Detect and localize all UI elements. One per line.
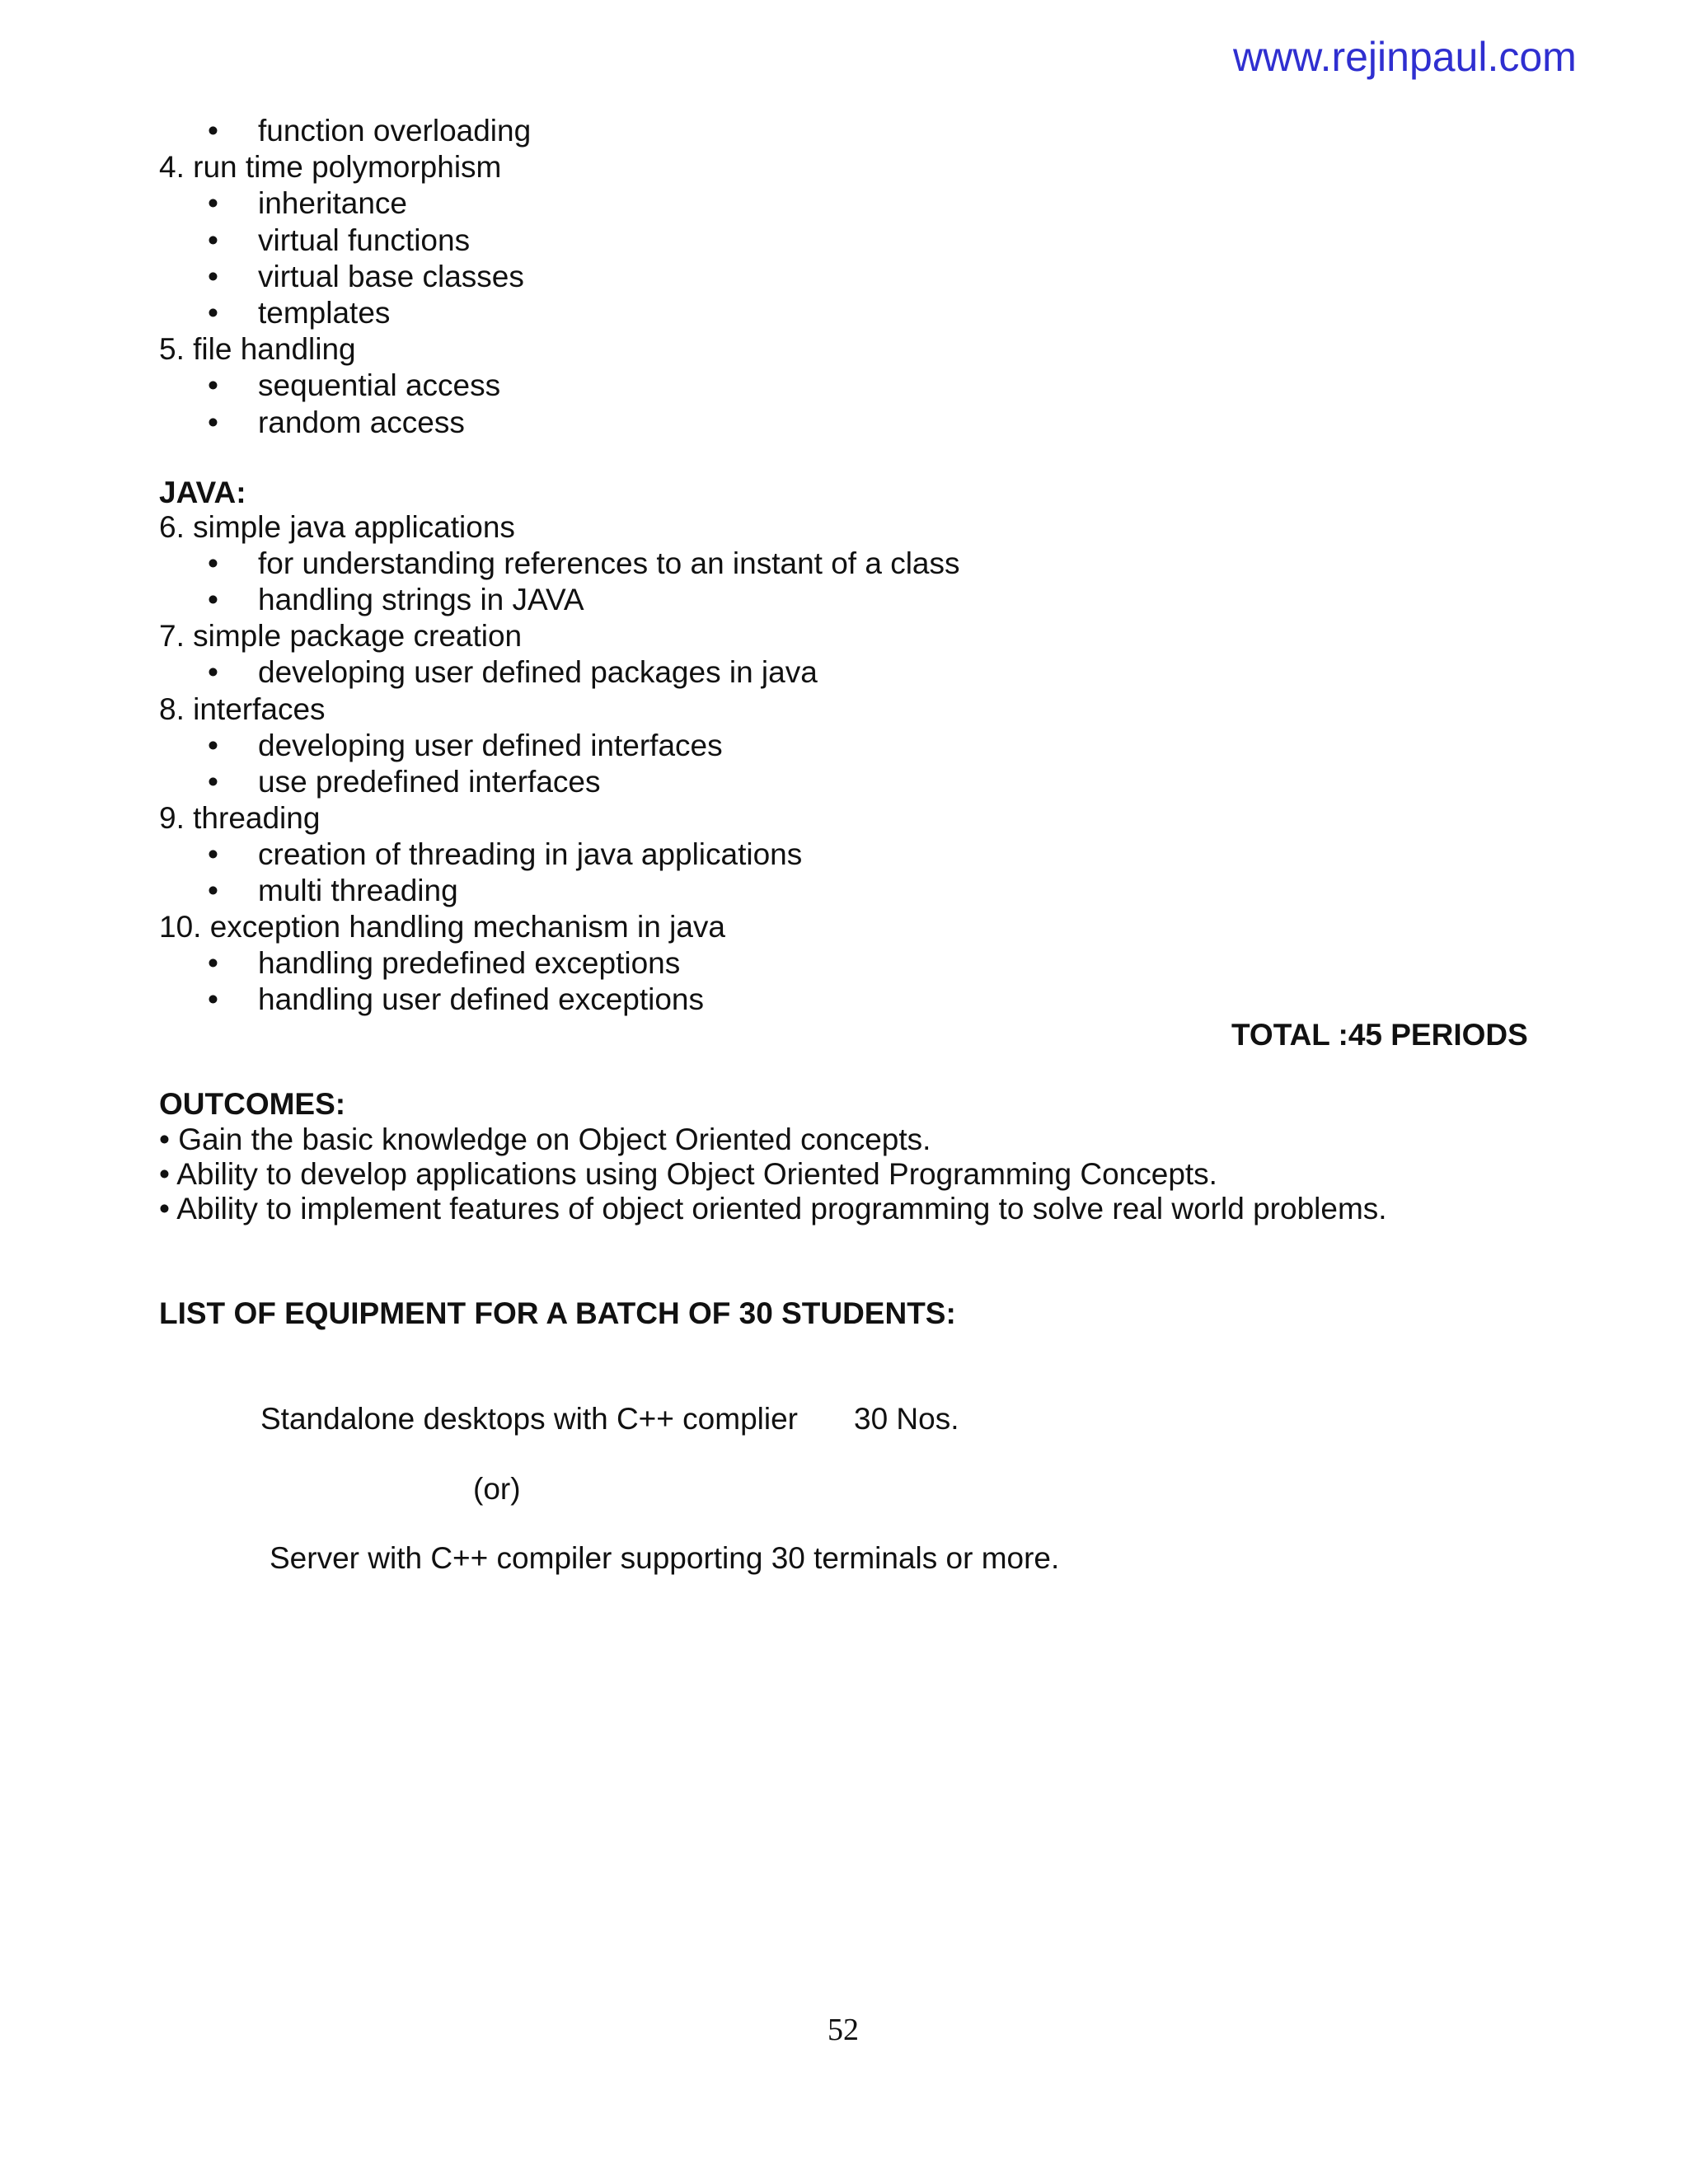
numbered-list-item: 7. simple package creation <box>159 619 523 654</box>
bullet-icon: • <box>208 259 218 293</box>
outcome-item: • Ability to develop applications using Object Oriented Programming Concepts. <box>159 1157 1217 1191</box>
java-heading: JAVA: <box>159 476 246 509</box>
numbered-list-item: 9. threading <box>159 800 321 835</box>
bullet-icon: • <box>208 874 218 907</box>
bullet-icon: • <box>208 946 218 981</box>
bullet-icon: • <box>208 368 218 403</box>
numbered-list-item: 8. interfaces <box>159 691 326 726</box>
bullet-icon: • <box>208 982 218 1017</box>
bullet-list-item: creation of threading in java applications <box>258 837 803 871</box>
bullet-icon: • <box>208 223 218 257</box>
bullet-list-item: developing user defined interfaces <box>258 728 723 762</box>
bullet-list-item: virtual base classes <box>258 259 524 293</box>
numbered-list-item: 4. run time polymorphism <box>159 150 502 185</box>
bullet-list-item: developing user defined packages in java <box>258 655 818 690</box>
bullet-icon: • <box>208 296 218 330</box>
bullet-icon: • <box>208 837 218 871</box>
equipment-line-1-label: Standalone desktops with C++ complier <box>260 1402 798 1436</box>
bullet-icon: • <box>208 546 218 581</box>
outcomes-heading: OUTCOMES: <box>159 1087 346 1121</box>
bullet-icon: • <box>208 583 218 617</box>
equipment-heading: LIST OF EQUIPMENT FOR A BATCH OF 30 STUDENTS: <box>159 1296 956 1330</box>
bullet-list-item: use predefined interfaces <box>258 764 601 799</box>
page-number: 52 <box>828 2013 859 2047</box>
bullet-list-item: handling predefined exceptions <box>258 946 681 981</box>
total-periods: TOTAL :45 PERIODS <box>1231 1018 1528 1052</box>
outcome-item: • Gain the basic knowledge on Object Oriented concepts. <box>159 1122 931 1156</box>
bullet-list-item: for understanding references to an instant of a class <box>258 546 960 581</box>
numbered-list-item: 5. file handling <box>159 332 356 367</box>
bullet-list-item: sequential access <box>258 368 501 403</box>
header-url-link[interactable]: www.rejinpaul.com <box>1233 34 1577 80</box>
bullet-list-item: templates <box>258 296 391 330</box>
equipment-or: (or) <box>473 1472 521 1506</box>
bullet-icon: • <box>208 405 218 439</box>
bullet-list-item: handling user defined exceptions <box>258 982 704 1017</box>
numbered-list-item: 6. simple java applications <box>159 510 515 544</box>
equipment-line-2: Server with C++ compiler supporting 30 terminals or more. <box>270 1541 1060 1575</box>
bullet-icon: • <box>208 186 218 221</box>
bullet-icon: • <box>208 655 218 690</box>
bullet-list-item: random access <box>258 405 465 439</box>
outcome-item: • Ability to implement features of object oriented programming to solve real world problems. <box>159 1192 1387 1226</box>
numbered-list-item: 10. exception handling mechanism in java <box>159 910 725 944</box>
bullet-list-item: multi threading <box>258 874 458 907</box>
bullet-icon: • <box>208 764 218 799</box>
bullet-list-item: virtual functions <box>258 223 471 257</box>
bullet-icon: • <box>208 114 218 148</box>
bullet-list-item: function overloading <box>258 114 532 148</box>
bullet-list-item: handling strings in JAVA <box>258 583 584 617</box>
bullet-list-item: inheritance <box>258 186 408 221</box>
bullet-icon: • <box>208 728 218 762</box>
equipment-line-1-quantity: 30 Nos. <box>854 1402 959 1436</box>
